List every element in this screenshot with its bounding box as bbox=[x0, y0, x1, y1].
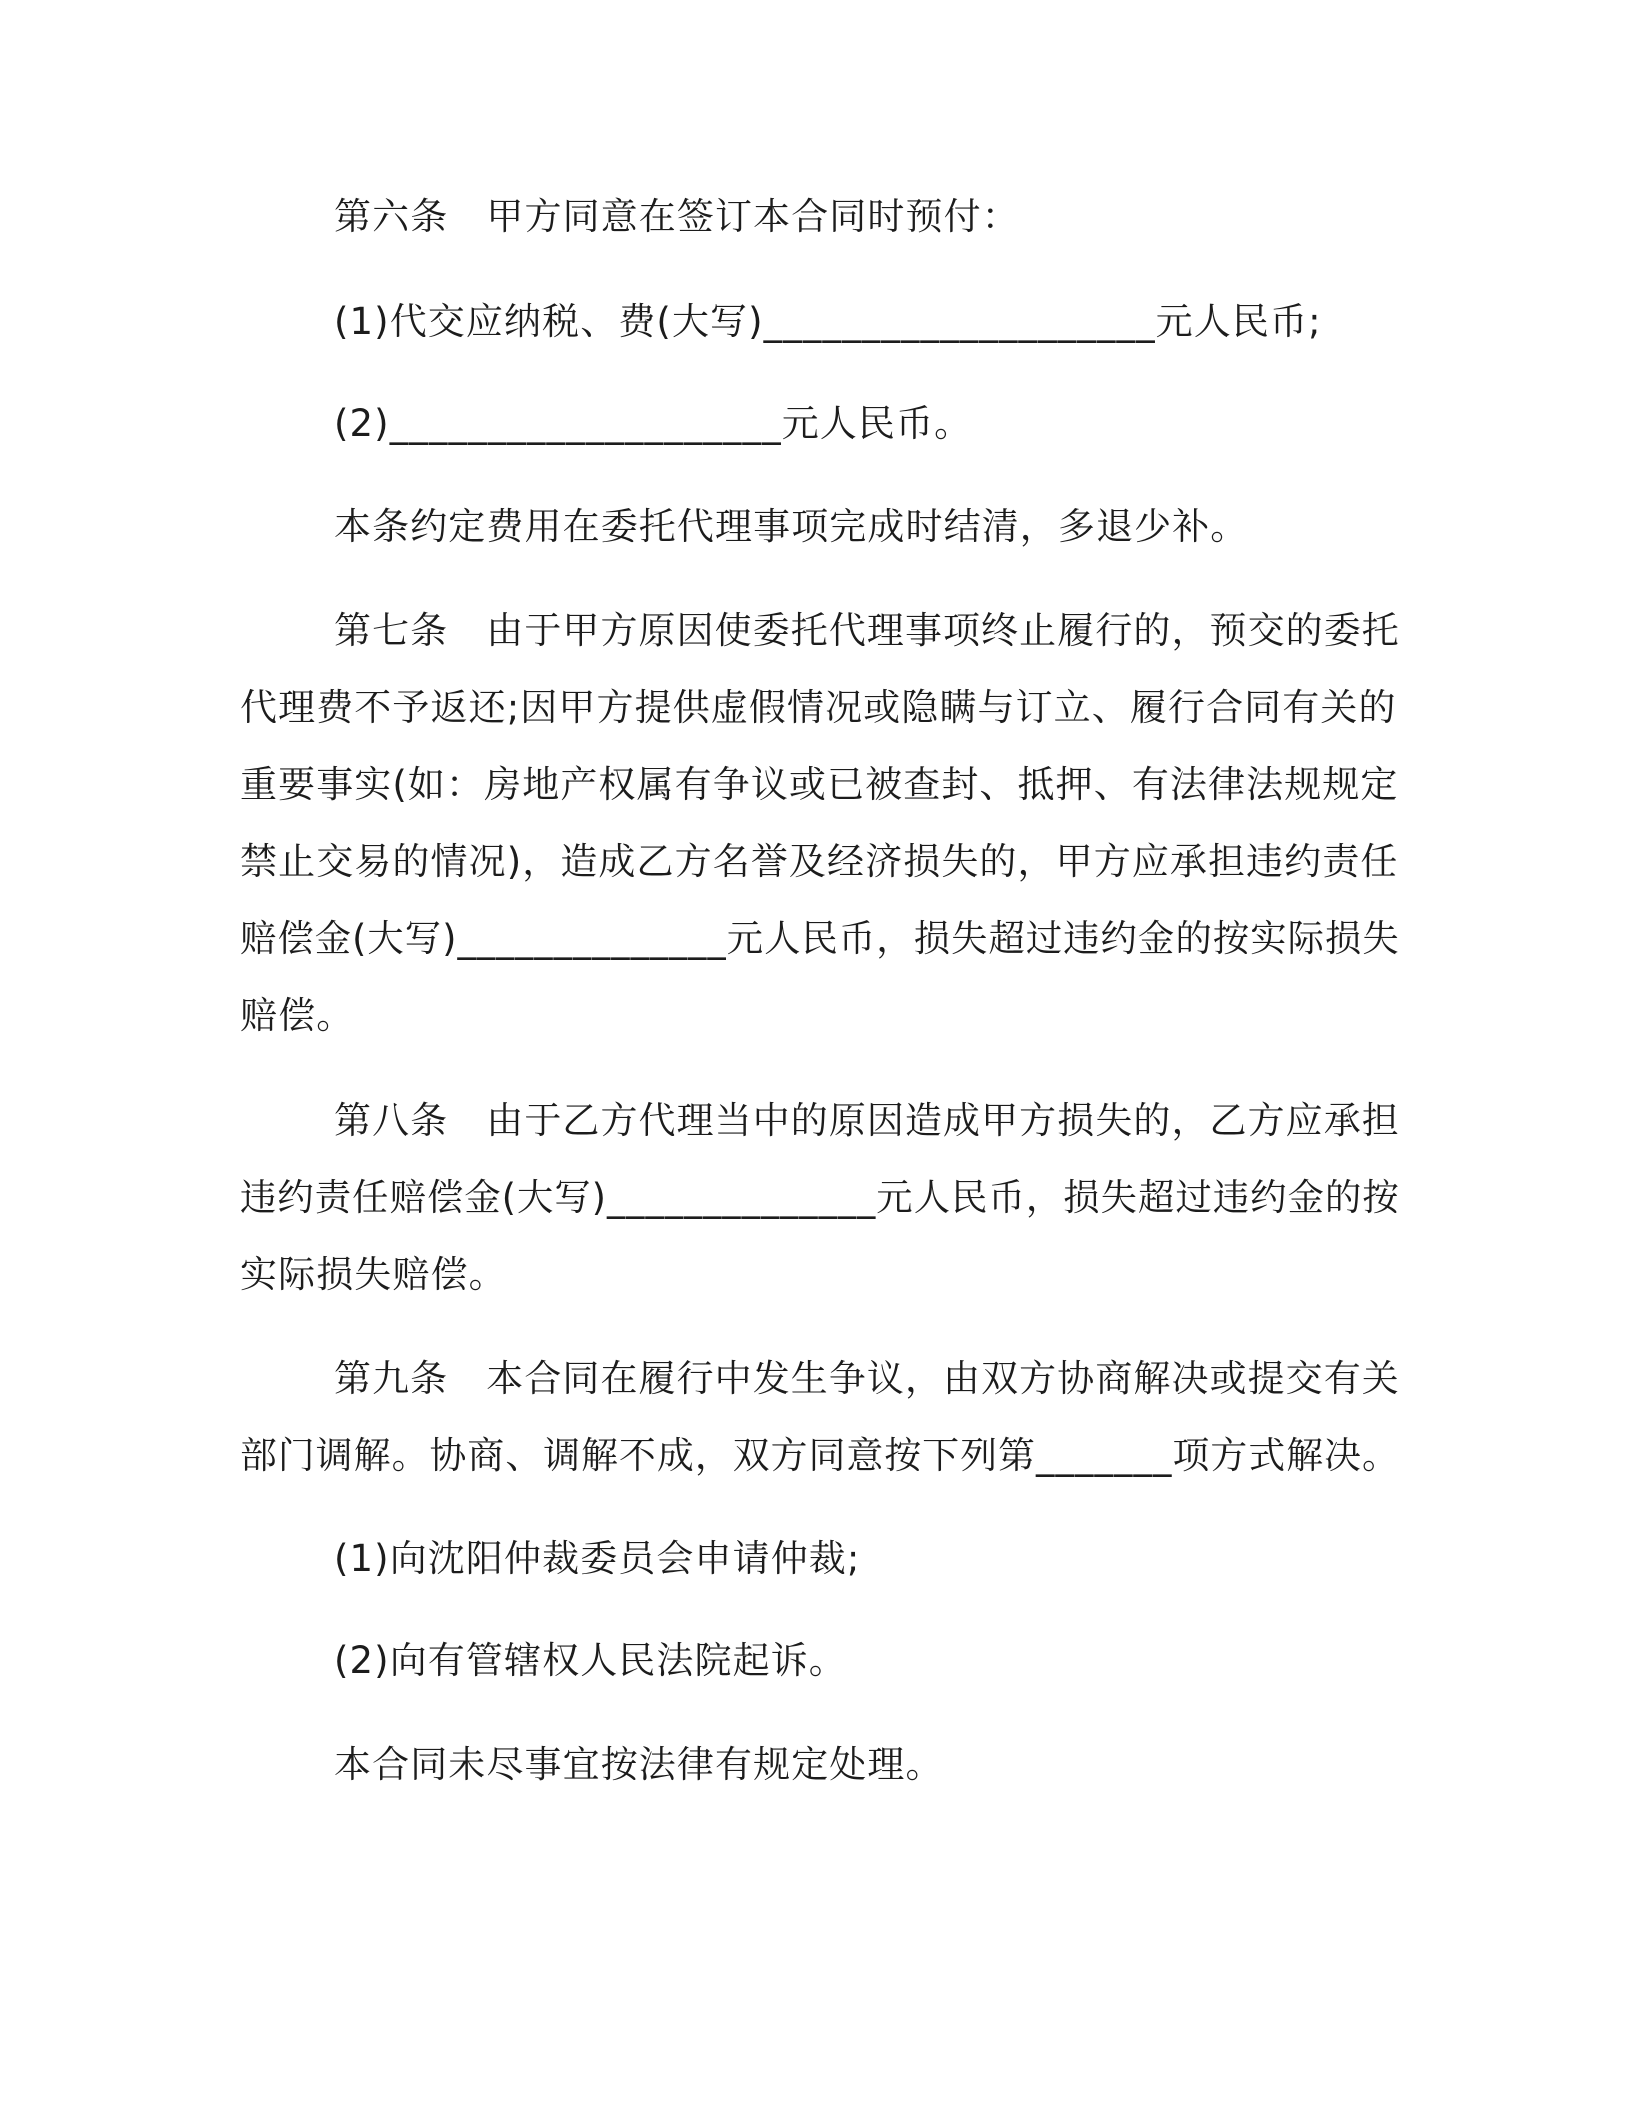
article-7-line-5: 赔偿金(大写)______________元人民币，损失超过违约金的按实际损失 bbox=[240, 917, 1400, 960]
article-7-line-3: 重要事实(如：房地产权属有争议或已被查封、抵押、有法律法规规定 bbox=[240, 763, 1399, 806]
article-8-line-2: 违约责任赔偿金(大写)______________元人民币，损失超过违约金的按 bbox=[240, 1176, 1400, 1219]
article-8-line-3: 实际损失赔偿。 bbox=[240, 1253, 507, 1296]
article-7-line-6: 赔偿。 bbox=[240, 994, 355, 1037]
article-7-line-2: 代理费不予返还;因甲方提供虚假情况或隐瞒与订立、履行合同有关的 bbox=[240, 686, 1397, 729]
contract-closing-clause: 本合同未尽事宜按法律有规定处理。 bbox=[334, 1743, 944, 1786]
article-8-line-1: 第八条 由于乙方代理当中的原因造成甲方损失的，乙方应承担 bbox=[334, 1099, 1400, 1142]
article-6-settlement: 本条约定费用在委托代理事项完成时结清，多退少补。 bbox=[334, 505, 1249, 548]
article-7-line-4: 禁止交易的情况)，造成乙方名誉及经济损失的，甲方应承担违约责任 bbox=[240, 840, 1399, 883]
article-6-heading: 第六条 甲方同意在签订本合同时预付： bbox=[334, 195, 1020, 238]
article-6-item-2: (2)____________________元人民币。 bbox=[334, 402, 973, 445]
article-9-line-2: 部门调解。协商、调解不成，双方同意按下列第_______项方式解决。 bbox=[240, 1434, 1400, 1477]
article-6-item-1: (1)代交应纳税、费(大写)____________________元人民币; bbox=[334, 300, 1322, 343]
article-9-option-2: (2)向有管辖权人民法院起诉。 bbox=[334, 1639, 847, 1682]
article-9-option-1: (1)向沈阳仲裁委员会申请仲裁; bbox=[334, 1537, 861, 1580]
article-7-line-1: 第七条 由于甲方原因使委托代理事项终止履行的，预交的委托 bbox=[334, 609, 1400, 652]
article-9-line-1: 第九条 本合同在履行中发生争议，由双方协商解决或提交有关 bbox=[334, 1357, 1400, 1400]
